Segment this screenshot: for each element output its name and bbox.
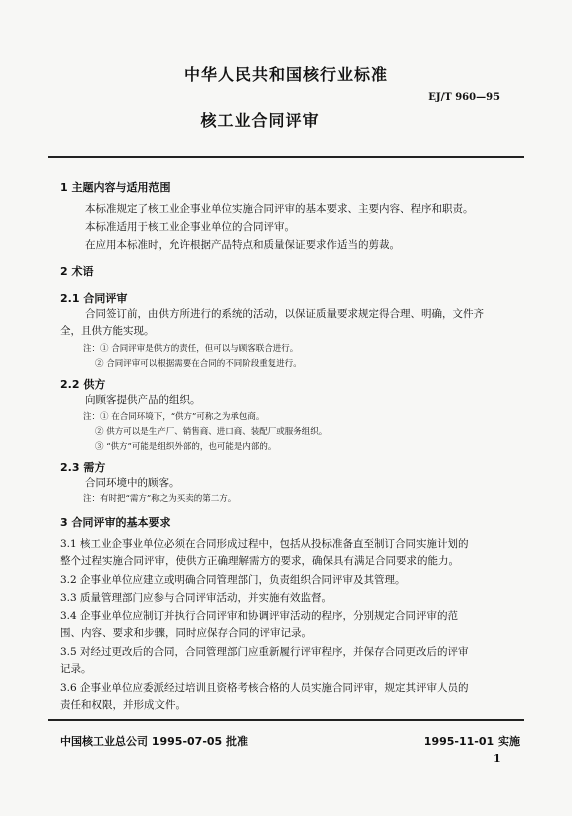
section-1-paragraph: 在应用本标准时，允许根据产品特点和质量保证要求作适当的剪裁。: [85, 239, 400, 251]
section-1-heading: 1 主题内容与适用范围: [60, 181, 171, 194]
clause-3-5: 记录。: [60, 663, 92, 675]
section-2-heading: 2 术语: [60, 265, 94, 278]
document-title: 核工业合同评审: [200, 111, 320, 130]
clause-3-6: 责任和权限，并形成文件。: [60, 699, 186, 711]
effective-date: 1995-11-01 实施: [423, 735, 520, 748]
section-2-1-text: 全，且供方能实现。: [60, 325, 155, 337]
section-2-2-note: 注：① 在合同环境下，“供方”可称之为承包商。: [83, 412, 265, 422]
page-number: 1: [493, 752, 501, 765]
section-3-heading: 3 合同评审的基本要求: [60, 516, 171, 529]
section-1-paragraph: 本标准规定了核工业企事业单位实施合同评审的基本要求、主要内容、程序和职责。: [85, 203, 474, 215]
clause-3-1: 3.1 核工业企事业单位必须在合同形成过程中，包括从投标准备直至制订合同实施计划的: [60, 538, 469, 550]
section-2-2-note: ② 供方可以是生产厂、销售商、进口商、装配厂或服务组织。: [95, 427, 328, 437]
section-2-1-note: 注：① 合同评审是供方的责任，但可以与顾客联合进行。: [83, 344, 299, 354]
section-2-1-note: ② 合同评审可以根据需要在合同的不同阶段重复进行。: [95, 359, 302, 369]
section-2-2-text: 向顾客提供产品的组织。: [85, 394, 201, 406]
standard-issuer: 中华人民共和国核行业标准: [183, 65, 388, 84]
section-2-3-note: 注：有时把“需方”称之为买卖的第二方。: [83, 494, 237, 504]
clause-3-5: 3.5 对经过更改后的合同，合同管理部门应重新履行评审程序，并保存合同更改后的评审: [60, 646, 469, 658]
clause-3-3: 3.3 质量管理部门应参与合同评审活动，并实施有效监督。: [60, 592, 333, 604]
section-2-2-note: ③ “供方”可能是组织外部的，也可能是内部的。: [95, 442, 277, 452]
clause-3-2: 3.2 企事业单位应建立或明确合同管理部门，负责组织合同评审及其管理。: [60, 574, 406, 586]
section-2-1-text: 合同签订前，由供方所进行的系统的活动，以保证质量要求规定得合理、明确，文件齐: [85, 308, 484, 320]
section-2-2-heading: 2.2 供方: [60, 378, 106, 391]
clause-3-6: 3.6 企事业单位应委派经过培训且资格考核合格的人员实施合同评审，规定其评审人员的: [60, 682, 469, 694]
clause-3-1: 整个过程实施合同评审，使供方正确理解需方的要求，确保具有满足合同要求的能力。: [60, 555, 459, 567]
section-2-3-heading: 2.3 需方: [60, 461, 106, 474]
footer-divider: [48, 719, 524, 721]
standard-code: EJ/T 960—95: [428, 92, 500, 103]
section-2-1-heading: 2.1 合同评审: [60, 292, 128, 305]
clause-3-4: 3.4 企事业单位应制订并执行合同评审和协调评审活动的程序，分别规定合同评审的范: [60, 610, 459, 622]
section-1-paragraph: 本标准适用于核工业企事业单位的合同评审。: [85, 221, 295, 233]
approval-date: 中国核工业总公司 1995-07-05 批准: [60, 735, 249, 748]
header-divider: [48, 156, 524, 158]
section-2-3-text: 合同环境中的顾客。: [85, 477, 180, 489]
clause-3-4: 围、内容、要求和步骤，同时应保存合同的评审记录。: [60, 627, 312, 639]
